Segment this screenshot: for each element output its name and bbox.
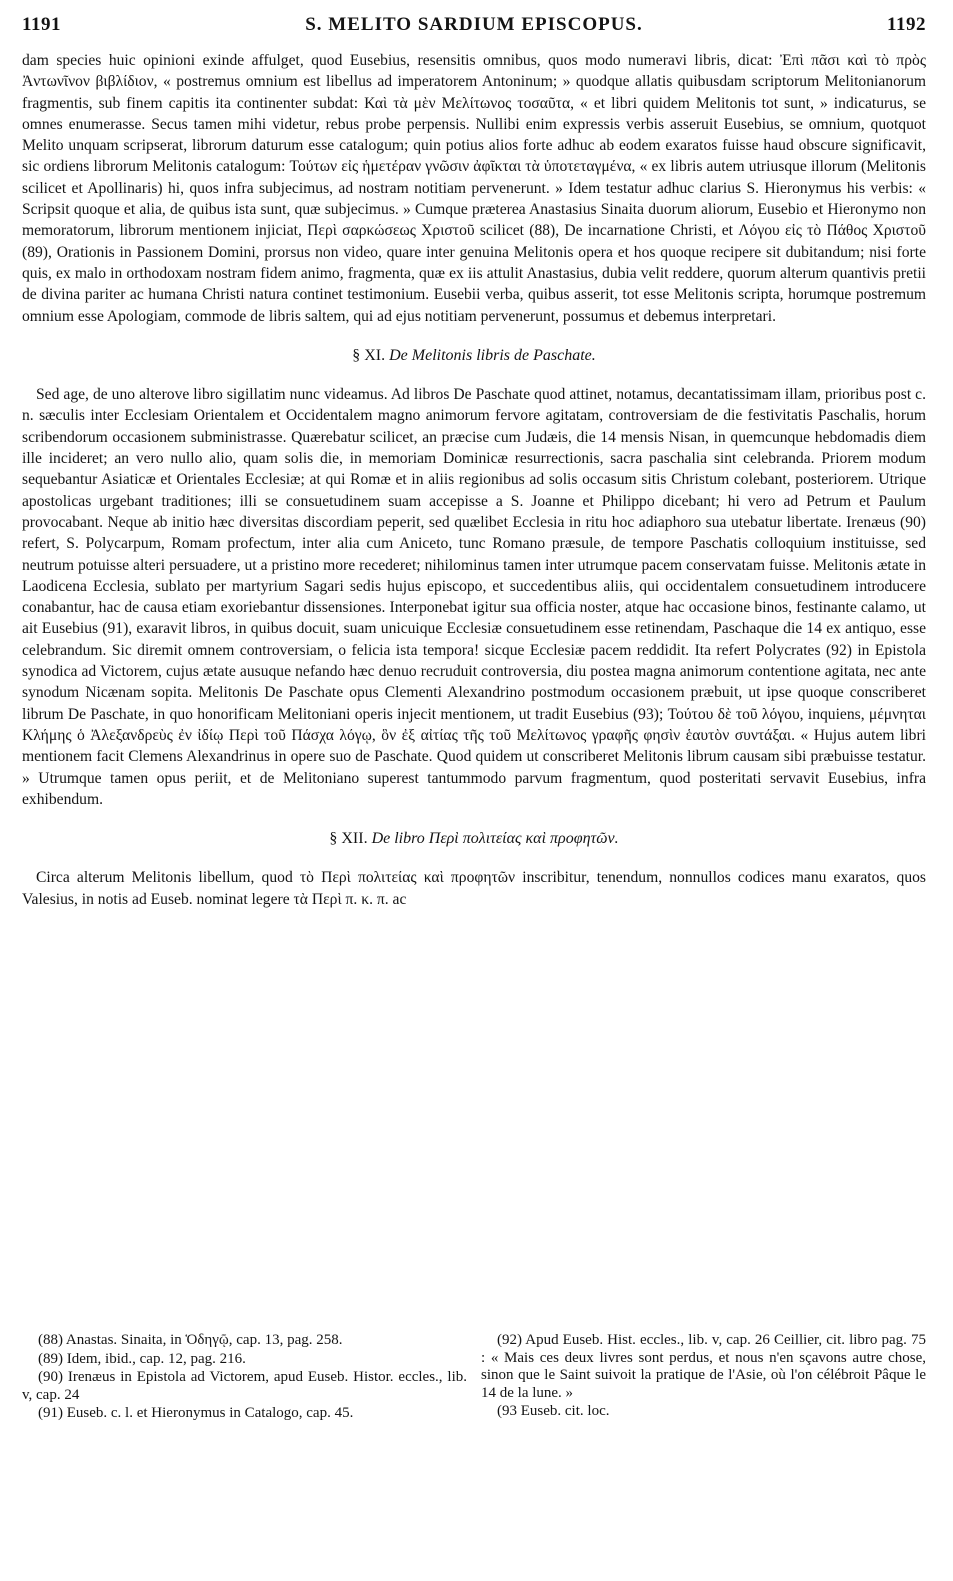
footnotes-left-column	[22, 1332, 467, 1424]
right-page-number: 1192	[887, 14, 926, 35]
footnote-90: (90) Irenæus in Epistola ad Victorem, apud Euseb. Histor. eccles., lib. v, cap. 24	[22, 1369, 467, 1403]
footnote-92: (92) Apud Euseb. Hist. eccles., lib. v, cap. 26 Ceillier, cit. libro pag. 75 : « Mais ces deux livres sont perdus, et nous n'en sçavons autre chose, sinon que le Saint suivoit la pratique de l'Asie, où l'on célébroit Pâque le 14 de la lune. »	[481, 1332, 926, 1401]
footnote-89: (89) Idem, ibid., cap. 12, pag. 216.	[38, 1350, 246, 1367]
body-text	[22, 50, 926, 910]
section-title: De Melitonis libris de Paschate.	[389, 346, 596, 364]
page-header	[22, 14, 926, 36]
left-page-number: 1191	[22, 14, 61, 35]
paragraph-paschate: Sed age, de uno alterove libro sigillatim nunc videamus. Ad libros De Paschate quod attinet, notamus, decantatissimam illam, prioribus post c. n. sæculis inter Ecclesiam Orientalem et Occidentalem magno animorum fervore agitatam, controversiam de die festivitatis Paschalis, horum scribendorum occasionem subministrasse. Quærebatur scilicet, an præcise cum Judæis, die 14 mensis Nisan, in quemcunque hebdomadis diem ille incideret; an vero nullo alio, quam solis die, in memoriam Dominicæ resurrectionis, sacra paschalia sint celebranda. Priorem modum sequebantur Asiaticæ et Orientales Ecclesiæ; at qui Romæ et in aliis regionibus ad solis occasum sitis Christum colebant, posteriorem. Utrique apostolicas urgebant traditiones; illi se consuetudinem suam accepisse a S. Joanne et Philippo dicebant; hi vero ad Petrum et Paulum provocabant. Neque ab initio hæc diversitas discordiam peperit, sed quælibet Ecclesia in ritu hoc adiaphoro sua utebatur libertate. Irenæus (90) refert, S. Polycarpum, Romam profectum, inter alia cum Aniceto, tunc Romano præsule, de tempore Paschatis colloquium instituisse, sed neutrum potuisse alteri persuadere, ut a pristino more recederet; nihilominus tamen inter utrumque pacem conservatam fuisse. Melitonis ætate in Laodicena Ecclesia, sublato per martyrium Sagari sedis hujus episcopo, et succedentibus aliis, qui occidentalem consuetudinem introducere conabantur, hac de causa etiam exoriebantur dissensiones. Interponebat igitur sua officia noster, atque hac occasione binos, festinante calamo, ut ait Eusebius (91), exaravit libros, in quibus docuit, suam unicuique Ecclesiæ consuetudinem esse retinendam, Paschaque die 14 ex antiquo, esse celebrandum. Sic diremit omnem controversiam, o felicia ista tempora! sicque Ecclesiæ pacem reddidit. Ita refert Polycrates (92) in Epistola synodica ad Victorem, cujus ætate ausuque nefando hæc denuo recruduit controversia, diu postea magna animorum contentione agitata, nec ante synodum Nicænam sopita. Melitonis De Paschate opus Clementi Alexandrino postmodum occasionem præbuit, ut ipse quoque conscriberet librum De Paschate, in quo honorificam Melitoniani operis injecit mentionem, ut tradit Eusebius (93); Τούτου δὲ τοῦ λόγου, inquiens, μέμνηται Κλήμης ὁ Ἀλεξανδρεὺς ἐν ἰδίῳ Περὶ τοῦ Πάσχα λόγῳ, ὃν ἐξ αἰτίας τῆς τοῦ Μελίτωνος γραφῆς φησὶν ἑαυτὸν συντάξαι. « Hujus autem libri mentionem facit Clemens Alexandrinus in opere suo de Paschate. Quod quidem ut conscriberet Melitonis librum causam sibi præbuisse testatur. » Utrumque tamen opus periit, et de Melitoniano superest tantummodo parvum fragmentum, quod posteritati servavit Eusebius, infra exhibendum.	[22, 386, 926, 808]
running-title: S. MELITO SARDIUM EPISCOPUS.	[305, 14, 643, 35]
section-heading-xii	[22, 828, 926, 849]
section-heading-xi	[22, 345, 926, 366]
footnotes-right-column	[481, 1332, 926, 1424]
section-number: § XI.	[352, 346, 386, 364]
paragraph-intro: dam species huic opinioni exinde affulget, quod Eusebius, resensitis omnibus, quos modo numeravi libris, dicat: Ἐπὶ πᾶσι καὶ τὸ πρὸς Ἀντωνῖνον βιβλίδιον, « postremus omnium est libellus ad imperatorem Antoninum; » quodque allatis quibusdam scriptorum Melitonianorum fragmentis, sub finem capitis ita continenter subdat: Καὶ τὰ μὲν Μελίτωνος τοσαῦτα, « et libri quidem Melitonis tot sunt, » indicaturus, se omnes enumerasse. Secus tamen mihi videtur, rebus probe perpensis. Nullibi enim expressis verbis asseruit Eusebius, se omnium, quotquot Melito unquam scripserat, librorum daturum esse catalogum; quin potius alios forte adhuc ab eodem exaratos fuisse haud obscure significavit, sic ordiens librorum Melitonis catalogum: Τούτων εἰς ἡμετέραν γνῶσιν ἀφῖκται τὰ ὑποτεταγμένα, « ex libris autem utriusque illorum (Melitonis scilicet et Apollinaris) hi, quos infra subjecimus, ad nostram notitiam pervenerunt. » Idem testatur adhuc clarius S. Hieronymus his verbis: « Scripsit quoque et alia, de quibus ista sunt, quæ subjecimus. » Cumque præterea Anastasius Sinaita duorum aliorum, Eusebio et Hieronymo non memoratorum, librorum mentionem injiciat, Περὶ σαρκώσεως Χριστοῦ scilicet (88), De incarnatione Christi, et Λόγου εἰς τὸ Πάθος Χριστοῦ (89), Orationis in Passionem Domini, prorsus non video, quare inter genuina Melitonis opera et hos quoque recipere sit dubitandum; nisi forte quis, ex malo in orthodoxam nostram fidem animo, fragmenta, quæ ex iis attulit Anastasius, dubia velit reddere, quorum alterum quantivis pretii de divina pariter ac humana Christi natura continet testimonium. Eusebii verba, quibus asserit, tot esse Melitonis scripta, horumque postremum omnium esse Apologiam, commode de libris saltem, qui ad ejus notitiam pervenerunt, possumus et debemus interpretari.	[22, 52, 926, 325]
footnotes	[22, 1332, 926, 1424]
section-number: § XII.	[329, 830, 368, 848]
footnote-91: (91) Euseb. c. l. et Hieronymus in Catalogo, cap. 45.	[38, 1405, 354, 1422]
footnote-93: (93 Euseb. cit. loc.	[497, 1403, 610, 1420]
paragraph-politeia: Circa alterum Melitonis libellum, quod τὸ Περὶ πολιτείας καὶ προφητῶν inscribitur, tenendum, nonnullos codices manu exaratos, quos Valesius, in notis ad Euseb. nominat legere τὰ Περὶ π. κ. π. ac	[22, 869, 926, 908]
document-page	[22, 14, 926, 1422]
section-title: De libro Περὶ πολιτείας καὶ προφητῶν.	[371, 830, 619, 848]
footnote-88: (88) Anastas. Sinaita, in Ὁδηγῷ, cap. 13, pag. 258.	[38, 1332, 343, 1348]
